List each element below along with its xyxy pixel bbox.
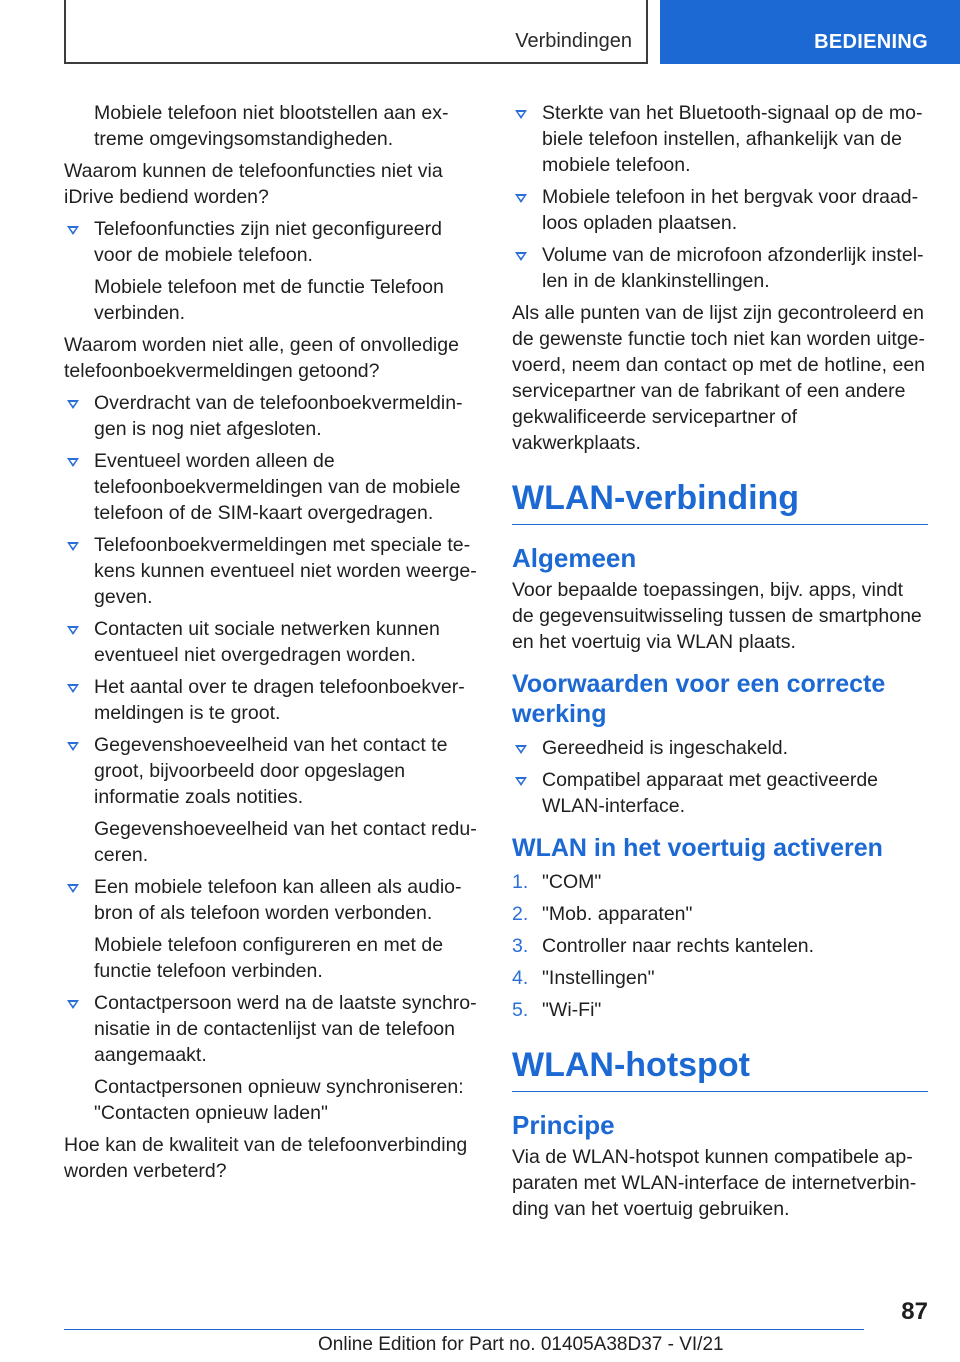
step-number: 2. xyxy=(512,903,529,925)
heading-voorwaarden: Voorwaarden voor een correcte werking xyxy=(512,670,886,728)
edition-text: Online Edition for Part no. 01405A38D37 - VI/21 xyxy=(318,1334,724,1355)
list-item: Telefoonboekvermeldingen met speciale tekens kunnen eventueel niet worden weergegeven. xyxy=(64,532,478,610)
requirements-list xyxy=(512,735,928,819)
chapter-tab: BEDIENING xyxy=(660,0,960,64)
step-item: 2. "Mob. apparaten" xyxy=(512,903,693,925)
left-column xyxy=(64,100,478,1190)
wlan-heading-block xyxy=(512,478,928,525)
list-item: Contactpersoon werd na de laatste synchronisatie in de contactenlijst van de telefoon aangemaakt. Contactpersonen opnieuw synchroniseren: "Contacten opnieuw laden" xyxy=(64,990,478,1126)
triangle-bullet-icon xyxy=(67,684,79,693)
quality-list xyxy=(512,100,928,294)
step-item: 5. "Wi-Fi" xyxy=(512,999,602,1021)
list-item: Sterkte van het Bluetooth-signaal op de mobiele telefoon instellen, afhankelijk van de mobiele telefoon. xyxy=(512,100,928,178)
triangle-bullet-icon xyxy=(515,777,527,786)
heading-algemeen: Algemeen xyxy=(512,543,637,573)
hotspot-heading-block xyxy=(512,1045,928,1092)
activation-steps xyxy=(512,869,928,1023)
list-item: Contacten uit sociale netwerken kunnen eventueel niet overgedragen worden. xyxy=(64,616,478,668)
triangle-bullet-icon xyxy=(67,1000,79,1009)
list-item: Compatibel apparaat met geactiveerde WLAN-interface. xyxy=(512,767,928,819)
phonebook-list xyxy=(64,390,478,1126)
step-number: 1. xyxy=(512,871,529,893)
triangle-bullet-icon xyxy=(67,458,79,467)
list-item: Gereedheid is ingeschakeld. xyxy=(512,735,928,761)
question-quality: Hoe kan de kwaliteit van de telefoonverbinding worden verbeterd? xyxy=(64,1134,468,1182)
list-item: Het aantal over te dragen telefoonboekvermeldingen is te groot. xyxy=(64,674,478,726)
question-phonebook: Waarom worden niet alle, geen of onvolledige telefoonboekvermeldingen getoond? xyxy=(64,334,459,382)
step-number: 3. xyxy=(512,935,529,957)
question-idrive: Waarom kunnen de telefoonfuncties niet via iDrive bediend worden? xyxy=(64,160,443,208)
triangle-bullet-icon xyxy=(67,626,79,635)
triangle-bullet-icon xyxy=(515,194,527,203)
triangle-bullet-icon xyxy=(67,400,79,409)
step-item: 1. "COM" xyxy=(512,871,602,893)
step-item: 4. "Instellingen" xyxy=(512,967,655,989)
closing-paragraph: Als alle punten van de lijst zijn gecontroleerd en de gewenste functie toch niet kan worden uitgevoerd, neem dan contact op met de hotline, een servicepartner van de fabrikant of een andere gekwalificeerde servicepartner of vakwerkplaats. xyxy=(512,302,926,454)
heading-wlan-activeren: WLAN in het voertuig activeren xyxy=(512,834,883,862)
list-item: Volume van de microfoon afzonderlijk instellen in de klankinstellingen. xyxy=(512,242,928,294)
list-item: Mobiele telefoon in het bergvak voor draadloos opladen plaatsen. xyxy=(512,184,928,236)
triangle-bullet-icon xyxy=(515,745,527,754)
footer-edition xyxy=(318,1334,724,1356)
header-section-box xyxy=(64,0,648,64)
section-title: Verbindingen xyxy=(515,30,632,52)
principle-text: Via de WLAN-hotspot kunnen compatibele apparaten met WLAN-interface de internetverbinding van het voertuig gebruiken. xyxy=(512,1146,917,1220)
intro-note: Mobiele telefoon niet blootstellen aan extreme omgevingsomstandigheden. xyxy=(94,102,449,150)
triangle-bullet-icon xyxy=(67,884,79,893)
triangle-bullet-icon xyxy=(515,252,527,261)
general-text: Voor bepaalde toepassingen, bijv. apps, vindt de gegevensuitwisseling tussen de smartphone en het voertuig via WLAN plaats. xyxy=(512,579,922,653)
list-item: Gegevenshoeveelheid van het contact te groot, bijvoorbeeld door opgeslagen informatie zoals notities. Gegevenshoeveelheid van het contact reduceren. xyxy=(64,732,478,868)
list-item: Overdracht van de telefoonboekvermeldingen is nog niet afgesloten. xyxy=(64,390,478,442)
step-number: 5. xyxy=(512,999,529,1021)
right-column xyxy=(512,100,928,1228)
heading-wlan-hotspot: WLAN-hotspot xyxy=(512,1046,750,1084)
step-item: 3. Controller naar rechts kantelen. xyxy=(512,935,815,957)
idrive-list xyxy=(64,216,478,326)
triangle-bullet-icon xyxy=(67,226,79,235)
list-item: Telefoonfuncties zijn niet geconfigureerd voor de mobiele telefoon. Mobiele telefoon met de functie Telefoon verbinden. xyxy=(64,216,478,326)
list-item: Een mobiele telefoon kan alleen als audiobron of als telefoon worden verbonden. Mobiele telefoon configureren en met de functie telefoon verbinden. xyxy=(64,874,478,984)
triangle-bullet-icon xyxy=(515,110,527,119)
list-item: Eventueel worden alleen de telefoonboekvermeldingen van de mobiele telefoon of de SIM-kaart overgedragen. xyxy=(64,448,478,526)
heading-wlan-verbinding: WLAN-verbinding xyxy=(512,479,800,517)
step-number: 4. xyxy=(512,967,529,989)
triangle-bullet-icon xyxy=(67,742,79,751)
heading-principe: Principe xyxy=(512,1110,615,1140)
footer-divider xyxy=(64,1329,864,1330)
page-number: 87 xyxy=(901,1298,928,1325)
triangle-bullet-icon xyxy=(67,542,79,551)
